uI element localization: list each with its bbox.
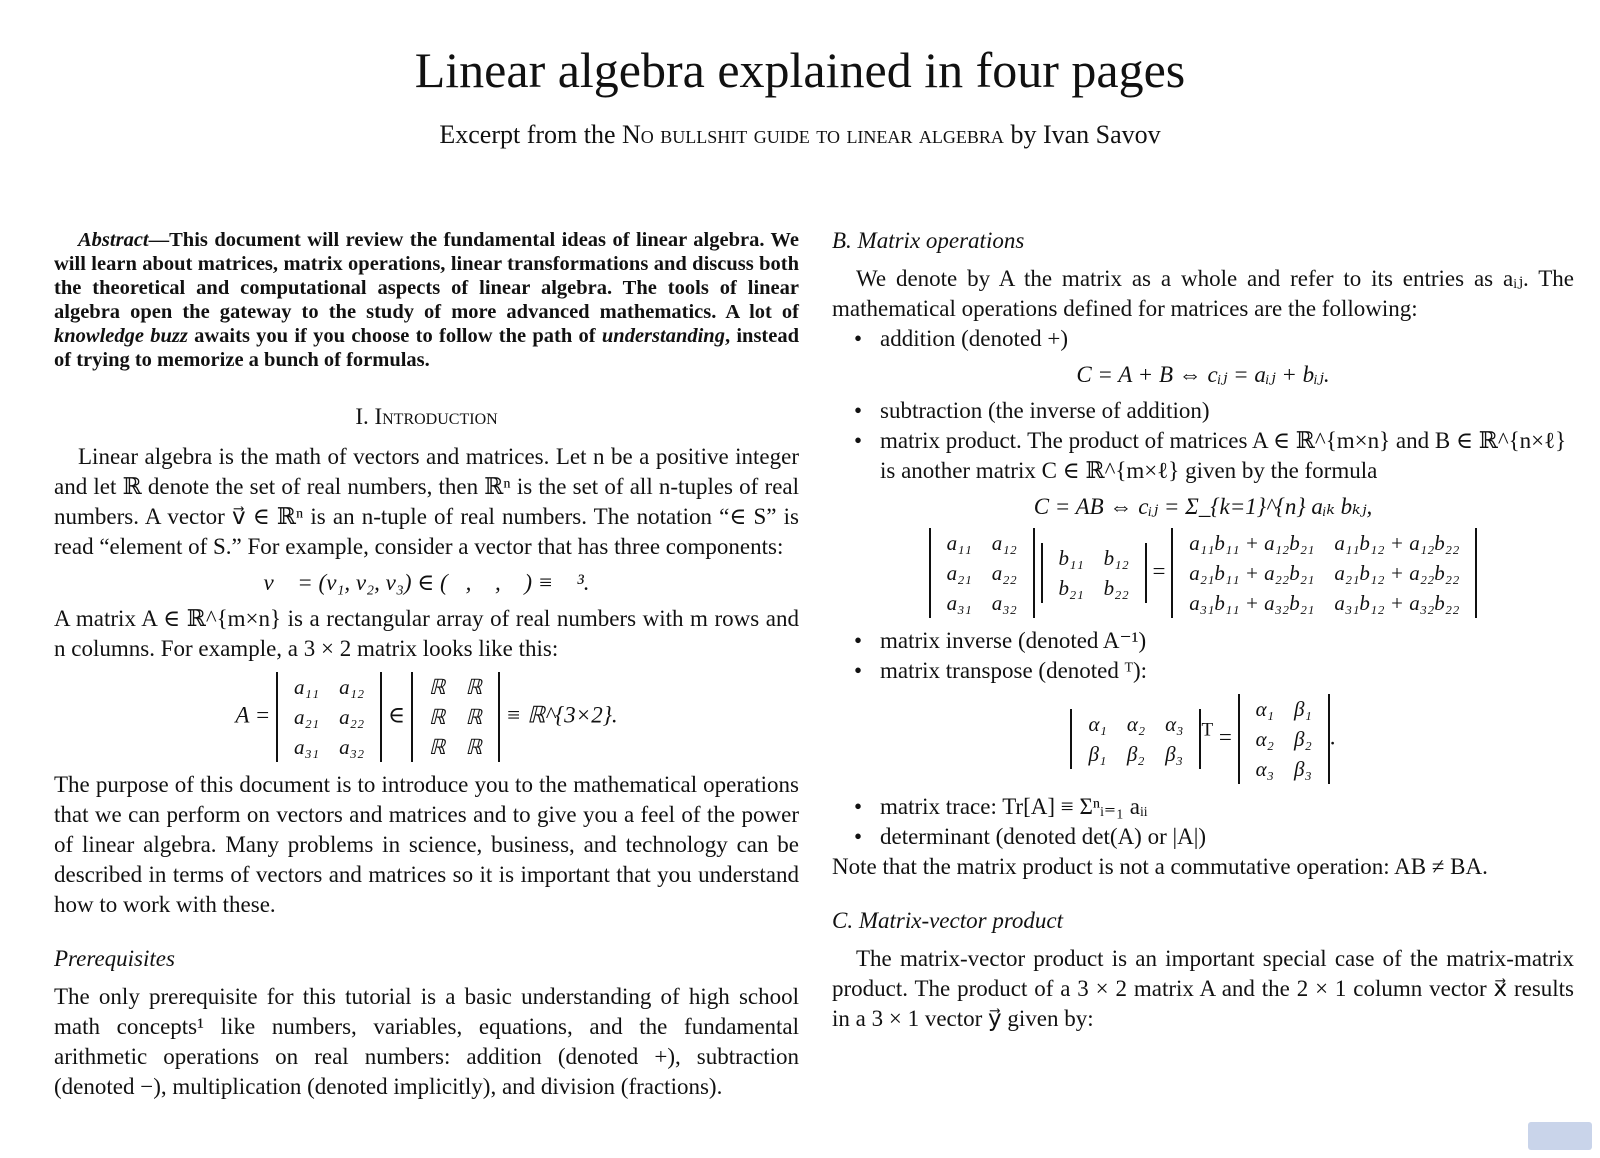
matrix-cell: β₁ bbox=[1293, 697, 1312, 721]
matrix-cell: a₃₁b₁₂ + a₃₂b₂₂ bbox=[1334, 591, 1460, 615]
matrix-cell: α₁ bbox=[1255, 697, 1274, 721]
matrix-cell: α₂ bbox=[1126, 712, 1146, 736]
abstract-label: Abstract bbox=[78, 229, 149, 251]
right-column bbox=[832, 228, 1574, 1034]
matrix-cell: a₂₁ bbox=[294, 705, 320, 729]
intro-paragraph-3: The purpose of this document is to introduce you to the mathematical operations that we can perform on vectors and matrices and to give you a feel of the power of linear algebra. Many problems in science, business, and technology can be described in terms of vectors and matrices so it is important that you understand how to work with these. bbox=[54, 772, 799, 917]
transpose-rhs-matrix bbox=[1238, 694, 1330, 784]
matrix-cell: α₃ bbox=[1255, 757, 1274, 781]
matrix-cell: b₁₂ bbox=[1103, 546, 1129, 570]
matrix-operations-heading: B. Matrix operations bbox=[832, 228, 1025, 253]
matrix-cell: a₁₂ bbox=[991, 531, 1017, 555]
transpose-end: . bbox=[1329, 724, 1336, 750]
matrix-vector-heading: C. Matrix-vector product bbox=[832, 908, 1064, 933]
bullet-product: • matrix product. The product of matrices A ∈ ℝ^{m×n} and B ∈ ℝ^{n×ℓ} is another matrix C ∈ ℝ^{m×ℓ} given by the formula bbox=[832, 426, 1574, 486]
matrix-cell: α₁ bbox=[1088, 712, 1107, 736]
matrix-cell: ℝ bbox=[428, 735, 446, 759]
prerequisites-paragraph: The only prerequisite for this tutorial is a basic understanding of high school math concepts¹ like numbers, variables, equations, and the fundamental arithmetic operations on real numbers: addition (denoted +), subtraction (denoted −), multiplication (denoted implicitly), and division (fractions). bbox=[54, 984, 799, 1099]
abstract-text-3: , instead of trying to memorize a bunch of formulas. bbox=[54, 325, 799, 371]
matrix-eq-lhs: A = bbox=[235, 702, 271, 728]
matrix-cell: ℝ bbox=[465, 675, 483, 699]
abstract-em-2: understanding bbox=[601, 325, 725, 347]
matrix-cell: ℝ bbox=[428, 675, 446, 699]
matrix-cell: b₂₂ bbox=[1103, 576, 1129, 600]
bullet-trace: • matrix trace: Tr[A] ≡ Σⁿᵢ₌₁ aᵢᵢ bbox=[832, 792, 1574, 822]
bullet-addition: • addition (denoted +) bbox=[832, 324, 1574, 354]
matrix-equation bbox=[54, 672, 799, 762]
matrix-cell: a₁₁b₁₂ + a₁₂b₂₂ bbox=[1334, 531, 1460, 555]
product-matrix-b bbox=[1041, 543, 1147, 603]
transpose-equals: = bbox=[1218, 724, 1232, 750]
matrix-cell: b₂₁ bbox=[1058, 576, 1084, 600]
matrix-eq-rhs: ≡ ℝ^{3×2}. bbox=[505, 702, 618, 728]
intro-paragraph-2: A matrix A ∈ ℝ^{m×n} is a rectangular array of real numbers with m rows and n columns. For example, a 3 × 2 matrix looks like this: bbox=[54, 606, 799, 661]
matrix-cell: a₃₁b₁₁ + a₃₂b₂₁ bbox=[1189, 591, 1315, 615]
bullet-transpose: • matrix transpose (denoted ᵀ): bbox=[832, 656, 1574, 686]
transpose-lhs-matrix bbox=[1070, 709, 1201, 769]
matrix-cell: a₂₁ bbox=[946, 561, 972, 585]
matrix-cell: b₁₁ bbox=[1058, 546, 1084, 570]
bullet-subtraction: • subtraction (the inverse of addition) bbox=[832, 396, 1574, 426]
matrix-cell: a₃₂ bbox=[339, 735, 365, 759]
matrix-cell: a₂₁b₁₂ + a₂₂b₂₂ bbox=[1334, 561, 1460, 585]
prerequisites-heading: Prerequisites bbox=[54, 946, 175, 971]
abstract bbox=[54, 228, 799, 372]
matrix-cell: ℝ bbox=[465, 705, 483, 729]
matrix-cell: β₂ bbox=[1126, 742, 1145, 766]
abstract-text-1: —This document will review the fundamental ideas of linear algebra. We will learn about matrices, matrix operations, linear transformations and discuss both the theoretical and computational aspects of linear algebra. The tools of linear algebra open the gateway to the study of more advanced mathematics. A lot of bbox=[54, 229, 799, 323]
matrix-cell: α₃ bbox=[1165, 712, 1184, 736]
subtitle-post: by Ivan Savov bbox=[1003, 120, 1161, 149]
matrix-reals bbox=[411, 672, 500, 762]
matrix-cell: α₂ bbox=[1255, 727, 1274, 751]
matrix-cell: β₃ bbox=[1293, 757, 1312, 781]
product-matrix-a bbox=[929, 528, 1035, 618]
commutative-note: Note that the matrix product is not a commutative operation: AB ≠ BA. bbox=[832, 854, 1488, 879]
matrix-cell: a₃₁ bbox=[294, 735, 320, 759]
matrix-cell: a₁₂ bbox=[339, 675, 365, 699]
matrix-cell: a₁₁ bbox=[946, 531, 972, 555]
product-equation: C = AB ⇔ cᵢⱼ = Σ_{k=1}^{n} aᵢₖ bₖⱼ, bbox=[1033, 494, 1373, 519]
matrix-cell: a₃₁ bbox=[946, 591, 972, 615]
section-introduction-heading: I. Introduction bbox=[355, 404, 498, 429]
matrix-cell: a₁₁b₁₁ + a₁₂b₂₁ bbox=[1189, 531, 1315, 555]
matrix-eq-in: ∈ bbox=[387, 702, 405, 728]
transpose-superscript: T bbox=[1201, 719, 1214, 741]
addition-equation: C = A + B ⇔ cᵢⱼ = aᵢⱼ + bᵢⱼ. bbox=[1076, 362, 1330, 387]
matrix-cell: a₂₂ bbox=[339, 705, 365, 729]
matrix-a bbox=[276, 672, 382, 762]
matrix-cell: ℝ bbox=[465, 735, 483, 759]
abstract-text-2: awaits you if you choose to follow the path of bbox=[187, 325, 602, 347]
product-matrix-c bbox=[1171, 528, 1477, 618]
bullet-determinant: • determinant (denoted det(A) or |A|) bbox=[832, 822, 1574, 852]
subtitle-pre: Excerpt from the bbox=[439, 120, 623, 149]
abstract-em-1: knowledge buzz bbox=[54, 325, 188, 347]
matrix-cell: β₂ bbox=[1293, 727, 1312, 751]
matrix-cell: β₃ bbox=[1165, 742, 1183, 766]
matrix-cell: ℝ bbox=[428, 705, 446, 729]
product-example bbox=[832, 528, 1574, 618]
vector-equation: v⃗ = (v₁, v₂, v₃) ∈ (ℝ, ℝ, ℝ) ≡ ℝ³. bbox=[263, 570, 590, 595]
book-title: No bullshit guide to linear algebra bbox=[622, 120, 1004, 149]
product-equals: = bbox=[1152, 558, 1166, 584]
matrix-vector-paragraph: The matrix-vector product is an important special case of the matrix-matrix product. The product of a 3 × 2 matrix A and the 2 × 1 column vector x⃗ results in a 3 × 1 vector y⃗ given by: bbox=[832, 946, 1574, 1031]
matrix-cell: a₂₁b₁₁ + a₂₂b₂₁ bbox=[1189, 561, 1315, 585]
left-column bbox=[54, 228, 799, 1102]
transpose-equation bbox=[832, 694, 1574, 784]
matrix-cell: a₃₂ bbox=[991, 591, 1017, 615]
watermark bbox=[1528, 1122, 1592, 1150]
paper-subtitle bbox=[0, 119, 1600, 151]
matrix-cell: β₁ bbox=[1088, 742, 1107, 766]
matrix-cell: a₂₂ bbox=[991, 561, 1017, 585]
bullet-inverse: • matrix inverse (denoted A⁻¹) bbox=[832, 626, 1574, 656]
paper-title: Linear algebra explained in four pages bbox=[414, 42, 1186, 98]
matrix-cell: a₁₁ bbox=[294, 675, 320, 699]
intro-paragraph-1: Linear algebra is the math of vectors and matrices. Let n be a positive integer and let ℝ denote the set of real numbers, then ℝⁿ is the set of all n-tuples of real numbers. A vector v⃗ ∈ ℝⁿ is an n-tuple of real numbers. The notation “∈ S” is read “element of S.” For example, consider a vector that has three components: bbox=[54, 444, 799, 559]
matrix-operations-paragraph: We denote by A the matrix as a whole and refer to its entries as aᵢⱼ. The mathematical operations defined for matrices are the following: bbox=[832, 266, 1574, 321]
